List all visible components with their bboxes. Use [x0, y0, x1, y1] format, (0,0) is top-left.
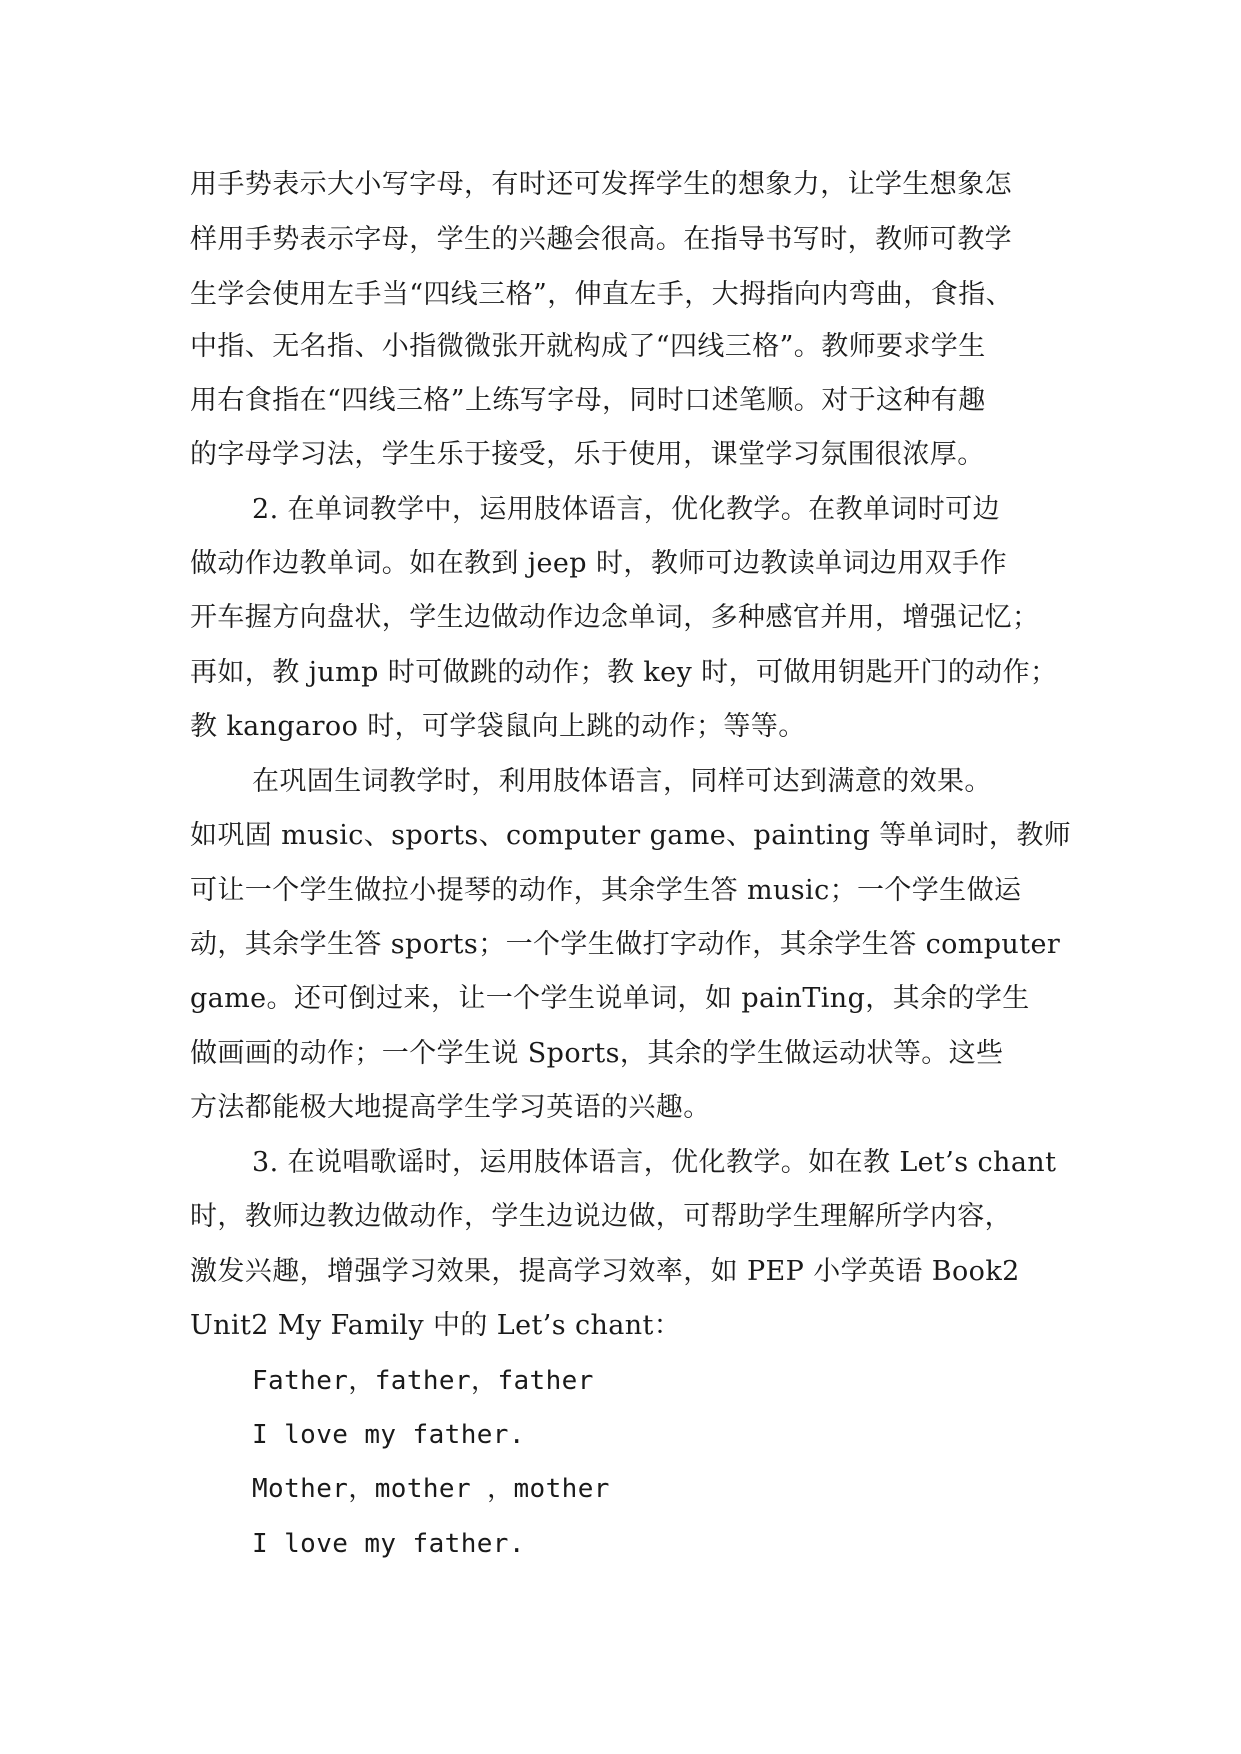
- paragraph-line: 教 kangaroo 时，可学袋鼠向上跳的动作；等等。: [190, 711, 806, 742]
- paragraph-line: 再如，教 jump 时可做跳的动作；教 key 时，可做用钥匙开门的动作；: [190, 657, 1058, 688]
- paragraph-line: 用右食指在“四线三格”上练写字母，同时口述笔顺。对于这种有趣: [190, 385, 986, 416]
- chant-line: Father，father，father: [252, 1366, 594, 1396]
- paragraph-line: Unit2 My Family 中的 Let’s chant：: [190, 1310, 682, 1341]
- paragraph-line: 在巩固生词教学时，利用肢体语言，同样可达到满意的效果。: [252, 766, 992, 797]
- paragraph-line: 动，其余学生答 sports；一个学生做打字动作，其余学生答 computer: [190, 929, 1061, 960]
- paragraph-line: 如巩固 music、sports、computer game、painting 等单词时，教师: [190, 820, 1072, 851]
- chant-line: I love my father.: [252, 1420, 525, 1450]
- paragraph-line: 的字母学习法，学生乐于接受，乐于使用，课堂学习氛围很浓厚。: [190, 439, 985, 470]
- paragraph-line: 做动作边教单词。如在教到 jeep 时，教师可边教读单词边用双手作: [190, 548, 1007, 579]
- paragraph-line: game。还可倒过来，让一个学生说单词，如 painTing，其余的学生: [190, 983, 1030, 1014]
- paragraph-line: 做画画的动作；一个学生说 Sports，其余的学生做运动状等。这些: [190, 1038, 1004, 1069]
- paragraph-line: 生学会使用左手当“四线三格”，伸直左手，大拇指向内弯曲，食指、: [190, 279, 1014, 310]
- paragraph-line: 中指、无名指、小指微微张开就构成了“四线三格”。教师要求学生: [190, 331, 986, 362]
- paragraph-line: 用手势表示大小写字母，有时还可发挥学生的想象力，让学生想象怎: [190, 169, 1012, 200]
- paragraph-line: 3. 在说唱歌谣时，运用肢体语言，优化教学。如在教 Let’s chant: [252, 1147, 1057, 1178]
- paragraph-line: 激发兴趣，增强学习效果，提高学习效率，如 PEP 小学英语 Book2: [190, 1256, 1020, 1287]
- chant-line: I love my father.: [252, 1529, 525, 1559]
- paragraph-line: 时，教师边教边做动作，学生边说边做，可帮助学生理解所学内容，: [190, 1201, 1012, 1232]
- paragraph-line: 2. 在单词教学中，运用肢体语言，优化教学。在教单词时可边: [252, 494, 1000, 525]
- paragraph-line: 方法都能极大地提高学生学习英语的兴趣。: [190, 1092, 711, 1123]
- paragraph-line: 样用手势表示字母，学生的兴趣会很高。在指导书写时，教师可教学: [190, 224, 1012, 255]
- chant-line: Mother，mother ，mother: [252, 1474, 610, 1504]
- paragraph-line: 开车握方向盘状，学生边做动作边念单词，多种感官并用，增强记忆；: [190, 602, 1040, 633]
- paragraph-line: 可让一个学生做拉小提琴的动作，其余学生答 music；一个学生做运: [190, 875, 1022, 906]
